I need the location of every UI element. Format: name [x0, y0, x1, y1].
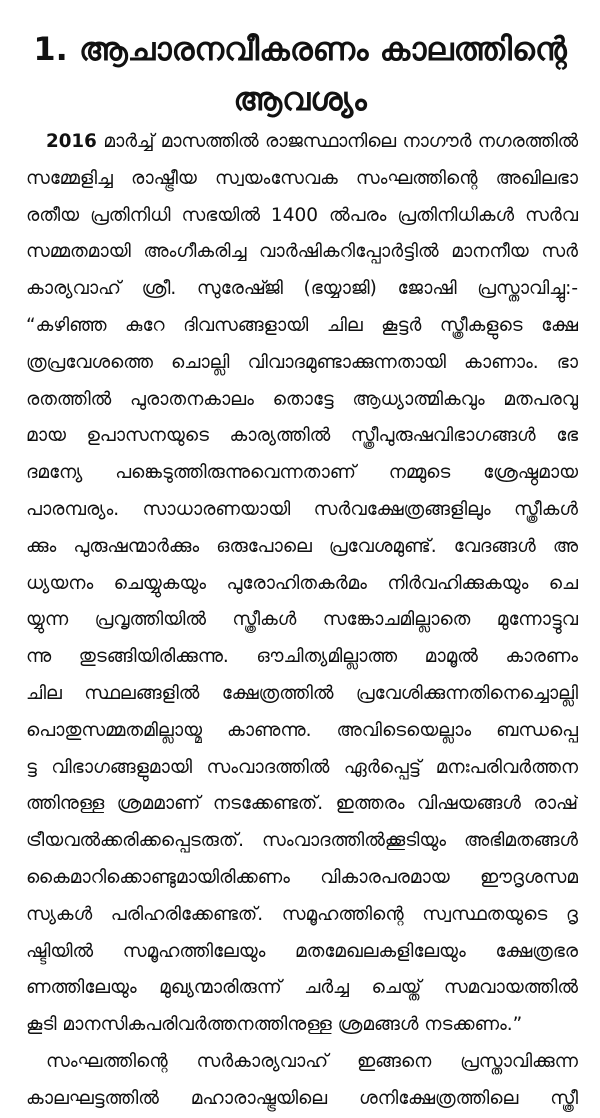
chapter-title: [20, 24, 580, 124]
text-line: ണത്തിലേയും മുഖ്യന്മാരിരുന്ന് ചർച്ച ചെയ്ത് സമവായത്തിൽ: [26, 977, 578, 999]
text-line: ത്രപ്രവേശത്തെ ചൊല്ലി വിവാദമുണ്ടാക്കുന്നതായി കാണാം. ഭാ: [26, 351, 578, 373]
text-line: സമ്മതമായി അംഗീകരിച്ച വാർഷികറിപ്പോർട്ടിൽ മാനനീയ സർ: [26, 241, 578, 263]
paragraph-1: [26, 124, 578, 1044]
text-line: മായ ഉപാസനയുടെ കാര്യത്തിൽ സ്ത്രീപുരുഷവിഭാഗങ്ങൾ ഭേ: [26, 425, 578, 447]
text-line: യ്യുന്ന പ്രവൃത്തിയിൽ സ്ത്രീകൾ സങ്കോചമില്ലാതെ മുന്നോട്ടുവ: [26, 609, 578, 631]
text-line: ക്കും പുരുഷന്മാർക്കും ഒരുപോലെ പ്രവേശമുണ്ട്. വേദങ്ങൾ അ: [26, 535, 578, 557]
text-line: സംഘത്തിന്റെ സർകാര്യവാഹ് ഇങ്ങനെ പ്രസ്താവിക്കുന്ന: [46, 1050, 578, 1072]
text-line: രതത്തിൽ പുരാതനകാലം തൊട്ടേ ആധ്യാത്മികവും മതപരവു: [26, 388, 578, 410]
text-line: ചില സ്ഥലങ്ങളിൽ ക്ഷേത്രത്തിൽ പ്രവേശിക്കുന്നതിനെച്ചൊല്ലി: [26, 682, 578, 704]
text-line: കൈമാറിക്കൊണ്ടുമായിരിക്കണം വികാരപരമായ ഈദൃശസമ: [26, 866, 578, 888]
paragraph-2: [26, 1044, 578, 1118]
text-line: കൂടി മാനസികപരിവർത്തനത്തിനുള്ള ശ്രമങ്ങൾ നടക്കണം.”: [26, 1014, 523, 1036]
text-line: ന്നു തുടങ്ങിയിരിക്കുന്നു. ഔചിത്യമില്ലാത്ത മാമൂൽ കാരണം: [26, 646, 578, 668]
chapter-title-line-1: 1. ആചാരനവീകരണം കാലത്തിന്റെ: [33, 30, 567, 68]
text-line: പൊതുസമ്മതമില്ലായ്മ കാണുന്നു. അവിടെയെല്ലാം ബന്ധപ്പെ: [26, 719, 578, 741]
text-line: സമ്മേളിച്ച രാഷ്ട്രീയ സ്വയംസേവക സംഘത്തിന്റെ അഖിലഭാ: [26, 167, 578, 189]
text-line: ദമന്യേ പങ്കെടുത്തിരുന്നുവെന്നതാണ് നമ്മുടെ ശ്രേഷ്ഠമായ: [26, 462, 578, 484]
text-line: സ്യകൾ പരിഹരിക്കേണ്ടത്. സമൂഹത്തിന്റെ സ്വസ്ഥതയുടെ ദൃ: [26, 903, 578, 925]
body-text: [26, 124, 578, 1118]
text-line: ട്ട വിഭാഗങ്ങളുമായി സംവാദത്തിൽ ഏർപ്പെട്ട് മനഃപരിവർത്തന: [26, 756, 578, 778]
text-line: ധ്യയനം ചെയ്യുകയും പുരോഹിതകർമം നിർവഹിക്കുകയും ചെ: [26, 572, 578, 594]
text-line: പാരമ്പര്യം. സാധാരണയായി സർവക്ഷേത്രങ്ങളിലും സ്ത്രീകൾ: [26, 498, 578, 520]
text-line: രതീയ പ്രതിനിധി സഭയിൽ 1400 ൽപരം പ്രതിനിധികൾ സർവ: [26, 204, 578, 226]
text-line: 2016 മാർച്ച് മാസത്തിൽ രാജസ്ഥാനിലെ നാഗൗർ നഗരത്തിൽ: [46, 131, 578, 152]
year-highlight: 2016: [46, 131, 97, 152]
text-line: കാര്യവാഹ് ശ്രീ. സുരേഷ്ജി (ഭയ്യാജി) ജോഷി പ്രസ്താവിച്ചു:-: [26, 278, 578, 300]
text-line: കാലഘട്ടത്തിൽ മഹാരാഷ്ട്രയിലെ ശനിക്ഷേത്രത്തിലെ സ്ത്രീ: [26, 1087, 578, 1109]
text-line: ട്രീയവൽക്കരിക്കപ്പെടരുത്. സംവാദത്തിൽക്കൂടിയും അഭിമതങ്ങൾ: [26, 830, 578, 852]
text-line: ത്തിനുള്ള ശ്രമമാണ് നടക്കേണ്ടത്. ഇത്തരം വിഷയങ്ങൾ രാഷ്: [26, 793, 578, 815]
text-line: ഷ്ടിയിൽ സമൂഹത്തിലേയും മതമേഖലകളിലേയും ക്ഷേത്രഭര: [26, 940, 578, 962]
chapter-title-line-2: ആവശ്യം: [233, 80, 367, 118]
text-line: “കഴിഞ്ഞ കുറേ ദിവസങ്ങളായി ചില കൂട്ടർ സ്ത്രീകളുടെ ക്ഷേ: [26, 314, 578, 336]
